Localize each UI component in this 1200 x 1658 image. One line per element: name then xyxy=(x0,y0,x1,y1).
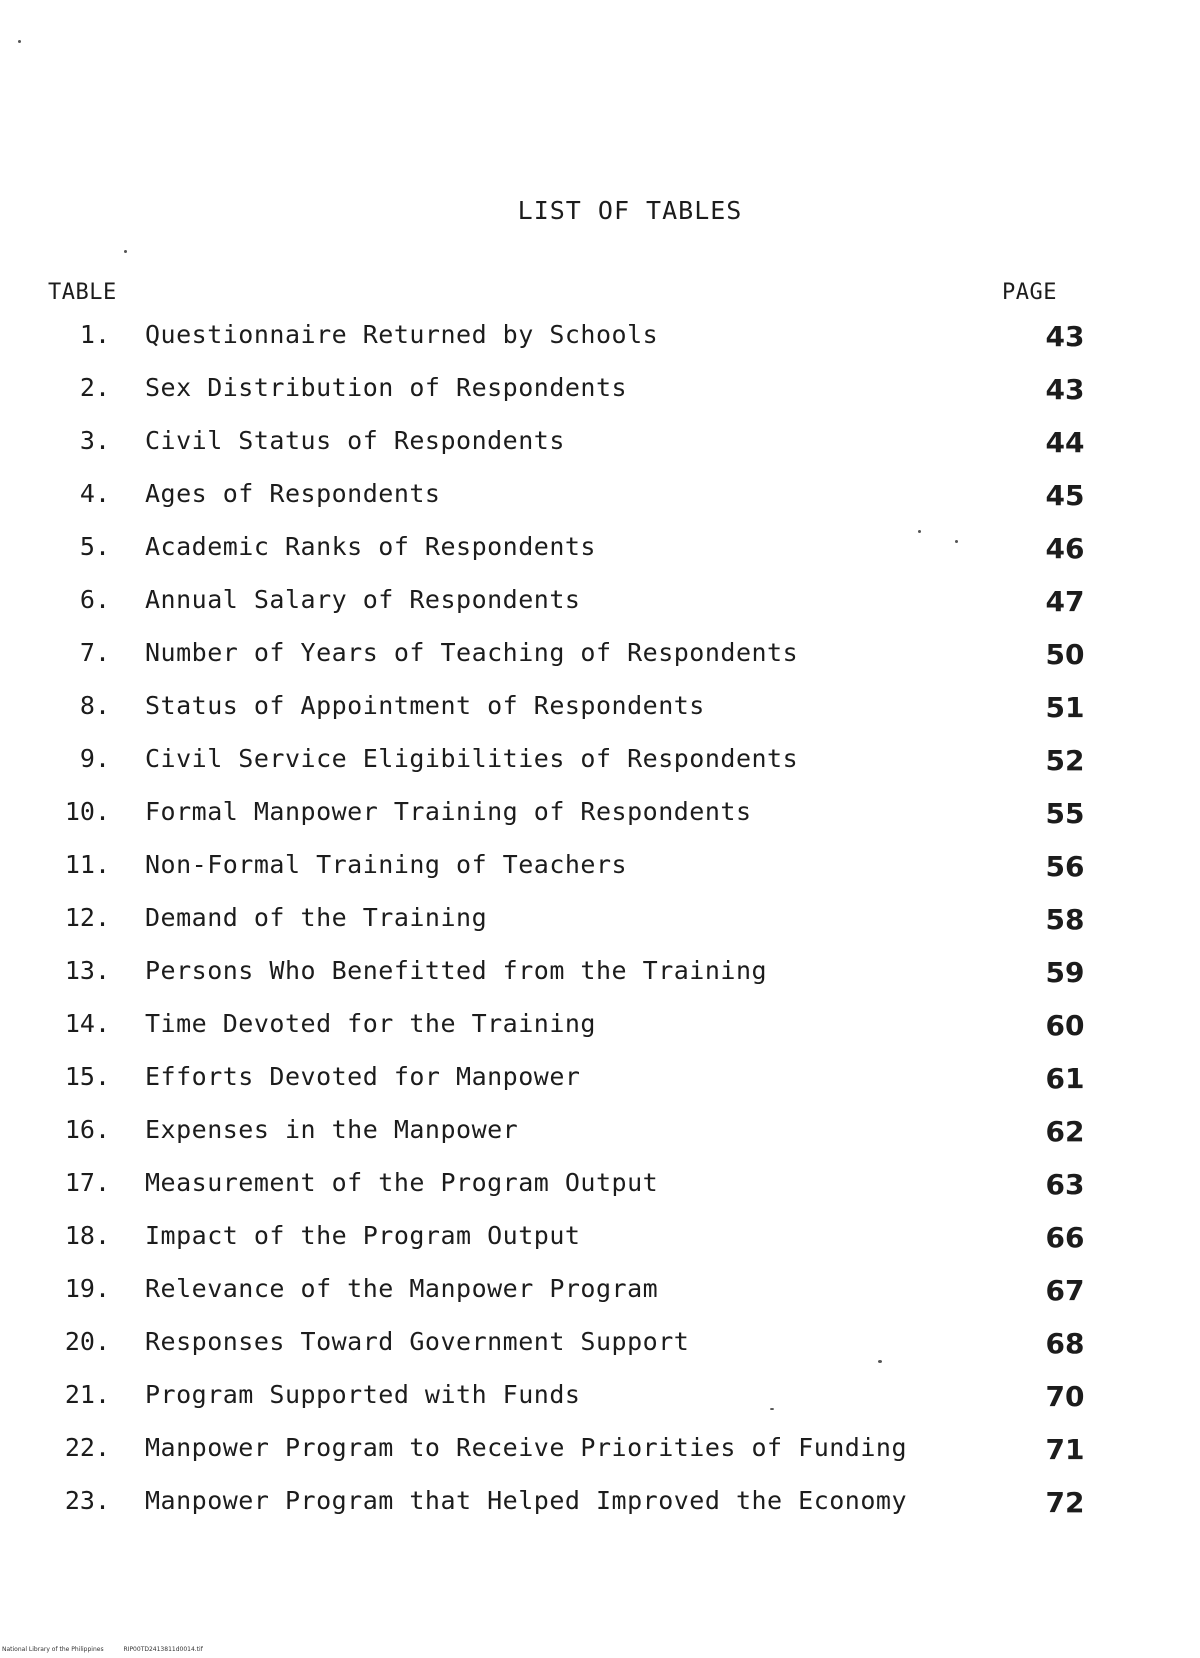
list-item xyxy=(0,1274,1200,1308)
table-title: Manpower Program to Receive Priorities of Funding xyxy=(145,1433,908,1462)
page-number: 56 xyxy=(1045,850,1085,883)
page-number: 67 xyxy=(1045,1274,1085,1307)
list-item xyxy=(0,1433,1200,1467)
table-title: Persons Who Benefitted from the Training xyxy=(145,956,768,985)
scan-speck xyxy=(770,1408,774,1410)
table-title: Manpower Program that Helped Improved the Economy xyxy=(145,1486,908,1515)
page-number: 61 xyxy=(1045,1062,1085,1095)
list-item xyxy=(0,532,1200,566)
table-title: Program Supported with Funds xyxy=(145,1380,581,1409)
page-number: 59 xyxy=(1045,956,1085,989)
table-number: 19. xyxy=(64,1274,110,1303)
table-number: 6. xyxy=(79,585,110,614)
table-title: Civil Service Eligibilities of Respondents xyxy=(145,744,799,773)
table-title: Formal Manpower Training of Respondents xyxy=(145,797,752,826)
table-number: 2. xyxy=(79,373,110,402)
table-title: Time Devoted for the Training xyxy=(145,1009,596,1038)
list-item xyxy=(0,638,1200,672)
table-title: Academic Ranks of Respondents xyxy=(145,532,596,561)
list-item xyxy=(0,426,1200,460)
page-column-heading: PAGE xyxy=(1002,280,1057,305)
page-number: 43 xyxy=(1045,320,1085,353)
list-item xyxy=(0,1327,1200,1361)
page-number: 68 xyxy=(1045,1327,1085,1360)
table-title: Measurement of the Program Output xyxy=(145,1168,659,1197)
table-title: Relevance of the Manpower Program xyxy=(145,1274,659,1303)
table-title: Non-Formal Training of Teachers xyxy=(145,850,628,879)
table-title: Questionnaire Returned by Schools xyxy=(145,320,659,349)
table-title: Expenses in the Manpower xyxy=(145,1115,519,1144)
table-column-heading: TABLE xyxy=(48,280,117,305)
table-title: Number of Years of Teaching of Respondents xyxy=(145,638,799,667)
page-number: 72 xyxy=(1045,1486,1085,1519)
table-number: 20. xyxy=(64,1327,110,1356)
table-number: 17. xyxy=(64,1168,110,1197)
page-number: 70 xyxy=(1045,1380,1085,1413)
scan-speck xyxy=(878,1360,882,1363)
table-number: 14. xyxy=(64,1009,110,1038)
table-number: 9. xyxy=(79,744,110,773)
table-number: 16. xyxy=(64,1115,110,1144)
page-number: 52 xyxy=(1045,744,1085,777)
table-title: Ages of Respondents xyxy=(145,479,441,508)
table-number: 13. xyxy=(64,956,110,985)
page-title: LIST OF TABLES xyxy=(517,196,743,225)
list-item xyxy=(0,956,1200,990)
table-title: Sex Distribution of Respondents xyxy=(145,373,628,402)
scan-footer xyxy=(2,1646,221,1653)
table-title: Responses Toward Government Support xyxy=(145,1327,690,1356)
table-number: 15. xyxy=(64,1062,110,1091)
page-number: 60 xyxy=(1045,1009,1085,1042)
list-item xyxy=(0,320,1200,354)
list-item xyxy=(0,479,1200,513)
list-item xyxy=(0,691,1200,725)
page-number: 50 xyxy=(1045,638,1085,671)
page-number: 62 xyxy=(1045,1115,1085,1148)
page-number: 51 xyxy=(1045,691,1085,724)
scan-speck xyxy=(124,250,127,253)
scan-speck xyxy=(18,40,21,43)
scan-speck xyxy=(918,530,921,533)
table-number: 8. xyxy=(79,691,110,720)
page-number: 43 xyxy=(1045,373,1085,406)
page-number: 44 xyxy=(1045,426,1085,459)
list-item xyxy=(0,585,1200,619)
list-item xyxy=(0,1221,1200,1255)
page-number: 55 xyxy=(1045,797,1085,830)
list-item xyxy=(0,1115,1200,1149)
table-number: 23. xyxy=(64,1486,110,1515)
table-title: Civil Status of Respondents xyxy=(145,426,565,455)
table-number: 22. xyxy=(64,1433,110,1462)
table-number: 5. xyxy=(79,532,110,561)
list-item xyxy=(0,1168,1200,1202)
list-item xyxy=(0,797,1200,831)
table-number: 7. xyxy=(79,638,110,667)
list-item xyxy=(0,1062,1200,1096)
list-item xyxy=(0,744,1200,778)
page-number: 45 xyxy=(1045,479,1085,512)
library-credit: National Library of the Philippines xyxy=(2,1646,104,1653)
table-number: 12. xyxy=(64,903,110,932)
table-title: Status of Appointment of Respondents xyxy=(145,691,705,720)
table-number: 18. xyxy=(64,1221,110,1250)
page-number: 66 xyxy=(1045,1221,1085,1254)
table-number: 21. xyxy=(64,1380,110,1409)
file-name: RIP00TD2413811d0014.tif xyxy=(123,1646,203,1653)
table-title: Impact of the Program Output xyxy=(145,1221,581,1250)
list-item xyxy=(0,903,1200,937)
table-number: 1. xyxy=(79,320,110,349)
table-title: Annual Salary of Respondents xyxy=(145,585,581,614)
table-number: 3. xyxy=(79,426,110,455)
table-title: Efforts Devoted for Manpower xyxy=(145,1062,581,1091)
table-number: 10. xyxy=(64,797,110,826)
list-item xyxy=(0,1380,1200,1414)
page-number: 63 xyxy=(1045,1168,1085,1201)
list-item xyxy=(0,373,1200,407)
table-title: Demand of the Training xyxy=(145,903,488,932)
table-number: 11. xyxy=(64,850,110,879)
list-item xyxy=(0,1009,1200,1043)
table-number: 4. xyxy=(79,479,110,508)
page-number: 71 xyxy=(1045,1433,1085,1466)
page-number: 47 xyxy=(1045,585,1085,618)
list-item xyxy=(0,850,1200,884)
page-number: 46 xyxy=(1045,532,1085,565)
scan-speck xyxy=(955,540,958,543)
list-item xyxy=(0,1486,1200,1520)
page-number: 58 xyxy=(1045,903,1085,936)
